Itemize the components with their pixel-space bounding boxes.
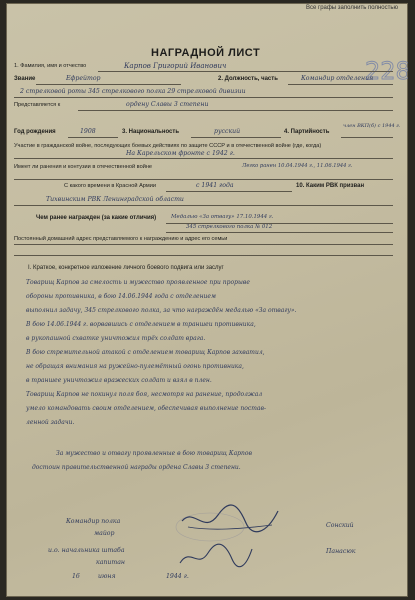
prev-awards-line-2 bbox=[166, 232, 393, 233]
narrative-line: не обращая внимания на ружейно-пулемётный огонь противника, bbox=[26, 363, 244, 370]
rank-line bbox=[36, 84, 181, 85]
rvk-value: Тихвинским РВК Ленинградской области bbox=[46, 196, 184, 203]
svg-text:228: 228 bbox=[365, 57, 411, 85]
narrative-line: достоин правительственной награды ордена Славы 3 степени. bbox=[32, 464, 241, 471]
chief-of-staff-signature bbox=[176, 541, 256, 573]
rank-value: Ефрейтор bbox=[66, 75, 101, 82]
award-sheet bbox=[6, 3, 411, 597]
address-label: Постоянный домашний адрес представляемого к награждению и адрес его семьи bbox=[14, 236, 228, 242]
birth-label: Год рождения bbox=[14, 129, 56, 135]
nationality-value: русский bbox=[214, 128, 241, 135]
wounds-value: Легко ранен 10.04.1944 г., 11.06.1944 г. bbox=[242, 163, 353, 169]
rvk-label: 10. Каким РВК призван bbox=[296, 183, 365, 189]
section-heading: I. Краткое, конкретное изложение личного боевого подвига или заслуг bbox=[28, 265, 224, 271]
narrative-line: в траншее уничтожил вражеских солдат и взял в плен. bbox=[26, 377, 212, 384]
army-since-label: С какого времени в Красной Армии bbox=[64, 183, 157, 189]
narrative-line: умело командовать своим отделением, обеспечивая выполнение постав- bbox=[26, 405, 267, 412]
narrative-line: В бою стремительной атакой с отделением товарищ Карпов захватил, bbox=[26, 349, 265, 356]
position-label: 2. Должность, часть bbox=[218, 76, 278, 82]
nationality-line bbox=[191, 137, 281, 138]
commander-name: Сонский bbox=[326, 522, 354, 529]
civil-war-value: На Карельском фронте с 1942 г. bbox=[126, 150, 235, 157]
narrative-line: За мужество и отвагу проявленные в бою товарищ Карпов bbox=[56, 450, 252, 457]
name-value: Карпов Григорий Иванович bbox=[124, 62, 227, 70]
presented-label: Представляется к bbox=[14, 102, 61, 108]
nationality-label: 3. Национальность bbox=[122, 129, 180, 135]
party-label: 4. Партийность bbox=[284, 129, 330, 135]
narrative-line: обороны противника, в бою 14.06.1944 года с отделением bbox=[26, 293, 216, 300]
position-line bbox=[288, 84, 393, 85]
narrative-line: В бою 14.06.1944 г. ворвавшись с отделением в траншеи противника, bbox=[26, 321, 256, 328]
unit-line bbox=[14, 97, 393, 98]
narrative-line: Товарищ Карпов за смелость и мужество проявленное при прорыве bbox=[26, 279, 250, 286]
commander-role: Командир полка bbox=[66, 518, 121, 525]
rank-label: Звание bbox=[14, 76, 36, 82]
birth-value: 1908 bbox=[80, 128, 96, 135]
corner-note: Все графы заполнить полностью bbox=[306, 5, 399, 11]
rvk-line bbox=[14, 205, 393, 206]
address-line bbox=[14, 244, 393, 245]
party-value: член ВКП(б) с 1944 г. bbox=[343, 123, 401, 129]
wounds-label: Имеет ли ранения и контузии в отечественной войне bbox=[14, 164, 153, 170]
date-year: 1944 г. bbox=[166, 573, 189, 580]
civil-war-line bbox=[14, 158, 393, 159]
date-month: июня bbox=[98, 573, 116, 580]
name-label: 1. Фамилия, имя и отчество bbox=[14, 63, 87, 69]
name-line bbox=[98, 71, 393, 72]
narrative-line: выполнил задачу, 345 стрелкового полка, за что награждён медалью «За отвагу». bbox=[26, 307, 297, 314]
prev-awards-value-2: 345 стрелкового полка № 012 bbox=[186, 224, 273, 230]
presented-line bbox=[78, 110, 393, 111]
date-day: 16 bbox=[72, 573, 80, 580]
position-value: Командир отделения bbox=[301, 75, 374, 82]
prev-awards-value: Медалью «За отвагу» 17.10.1944 г. bbox=[171, 214, 274, 220]
civil-war-label: Участие в гражданской войне, последующих боевых действиях по защите СССР и в отечественной войне (где, когда) bbox=[14, 143, 322, 149]
commander-signature bbox=[174, 501, 284, 543]
party-line bbox=[341, 137, 393, 138]
army-since-value: с 1941 года bbox=[196, 182, 234, 189]
narrative-line: Товарищ Карпов не покинул поля боя, несмотря на ранение, продолжал bbox=[26, 391, 263, 398]
prev-awards-label: Чем ранее награжден (за какие отличия) bbox=[36, 215, 157, 221]
chief-of-staff-name: Панасюк bbox=[326, 548, 356, 555]
commander-rank: майор bbox=[94, 530, 115, 537]
chief-of-staff-rank: капитан bbox=[96, 559, 125, 566]
narrative-line: ленной задачи. bbox=[26, 419, 75, 426]
address-line-2 bbox=[14, 255, 393, 256]
army-since-line bbox=[166, 191, 292, 192]
award-value: ордену Славы 3 степени bbox=[126, 101, 209, 108]
wounds-line bbox=[14, 179, 393, 180]
birth-line bbox=[68, 137, 118, 138]
document-title: НАГРАДНОЙ ЛИСТ bbox=[151, 47, 261, 59]
unit-value: 2 стрелковой роты 345 стрелкового полка 29 стрелковой дивизии bbox=[20, 88, 246, 95]
narrative-line: в рукопашной схватке уничтожил трёх солдат врага. bbox=[26, 335, 206, 342]
chief-of-staff-role: и.о. начальника штаба bbox=[48, 547, 125, 554]
